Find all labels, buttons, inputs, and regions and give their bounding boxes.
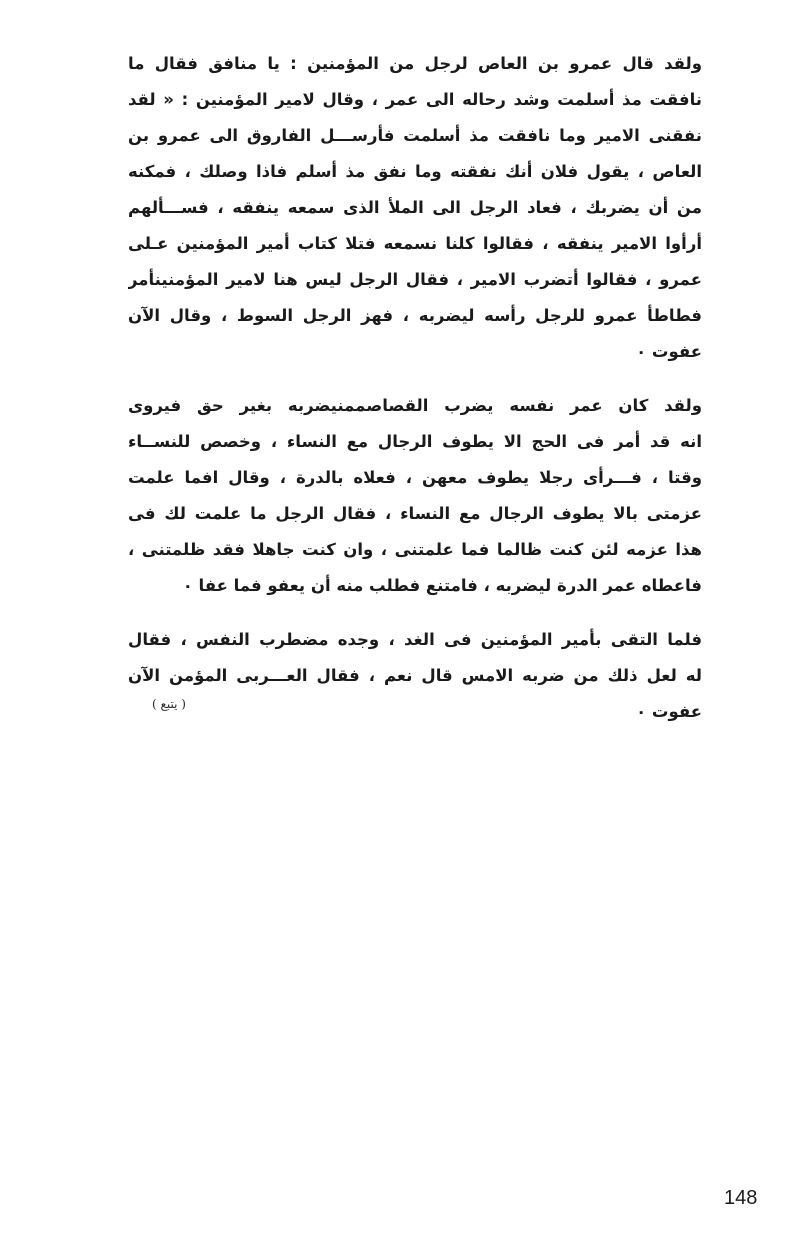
continued-note: ( يتبع ) [152, 697, 186, 711]
text-line: هذا عزمه لئن كنت ظالما فما علمتنى ، وان كنت جاهلا فقد ظلمتنى ، [128, 540, 702, 559]
text-line: فلما التقى بأمير المؤمنين فى الغد ، وجده مضطرب النفس ، فقال [128, 630, 702, 649]
text-line: من أن يضربك ، فعاد الرجل الى الملأ الذى سمعه ينفقه ، فســـألهم [128, 198, 702, 217]
text-line: نافقت مذ أسلمت وشد رحاله الى عمر ، وقال لامير المؤمنين : « لقد [128, 90, 702, 109]
text-line: عفوت ٠ [636, 342, 702, 361]
text-line: فطاطأ عمرو للرجل رأسه ليضربه ، فهز الرجل السوط ، وقال الآن [128, 306, 702, 325]
paragraph-umar-qisas [128, 388, 702, 604]
text-line: فاعطاه عمر الدرة ليضربه ، فامتنع فطلب منه أن يعفو فما عفا ٠ [182, 576, 702, 595]
text-line: له لعل ذلك من ضربه الامس قال نعم ، فقال العـــربى المؤمن الآن [128, 666, 702, 685]
text-line: عزمتى بالا يطوف الرجال مع النساء ، فقال الرجل ما علمت لك فى [128, 504, 702, 523]
text-line: عفوت ٠ [636, 702, 702, 721]
text-line: نفقنى الامير وما نافقت مذ أسلمت فأرســـل الفاروق الى عمرو بن [128, 126, 702, 145]
text-line: ولقد كان عمر نفسه يضرب القصاصممنيضربه بغير حق فيروى [128, 396, 702, 415]
text-line: أرأوا الامير ينفقه ، فقالوا كلنا نسمعه فتلا كتاب أمير المؤمنين عـلى [128, 234, 702, 253]
text-line: انه قد أمر فى الحج الا يطوف الرجال مع النساء ، وخصص للنســاء [128, 432, 702, 451]
page-number: 148 [724, 1187, 758, 1209]
text-line: وقتا ، فـــرأى رجلا يطوف معهن ، فعلاه بالدرة ، وقال افما علمت [128, 468, 702, 487]
text-line: ولقد قال عمرو بن العاص لرجل من المؤمنين : يا منافق فقال ما [128, 54, 702, 73]
text-line: عمرو ، فقالوا أتضرب الامير ، فقال الرجل ليس هنا لامير المؤمنينأمر [128, 270, 702, 289]
paragraph-amr-ibn-al-as [128, 46, 702, 370]
text-line: العاص ، يقول فلان أنك نفقته وما نفق مذ أسلم فاذا وصلك ، فمكنه [128, 162, 702, 181]
paragraph-next-day [128, 622, 702, 730]
